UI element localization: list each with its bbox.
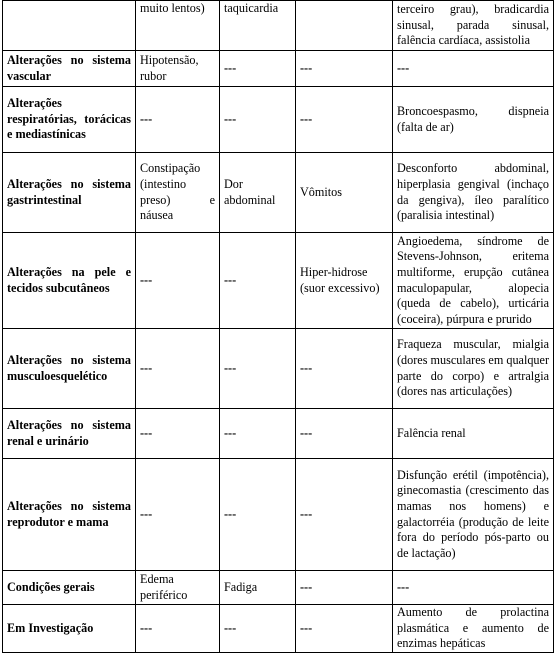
table-cell: --- (296, 409, 393, 459)
table-cell: --- (136, 459, 220, 571)
table-row (3, 459, 554, 571)
table-cell: --- (296, 87, 393, 153)
table-cell: --- (136, 329, 220, 409)
table-cell-reactions: Aumento de prolactina plasmática e aumento de enzimas hepáticas (393, 605, 554, 653)
table-cell: Constipação (intestino preso) e náusea (136, 153, 220, 233)
table-cell-category: Em Investigação (3, 605, 136, 653)
table-cell-reactions: Falência renal (393, 409, 554, 459)
table-cell: Vômitos (296, 153, 393, 233)
table-row (3, 605, 554, 653)
table-row (3, 571, 554, 605)
table-cell: --- (296, 329, 393, 409)
table-cell-reactions: --- (393, 51, 554, 87)
table-cell: --- (136, 605, 220, 653)
table-row (3, 1, 554, 51)
table-cell: --- (136, 409, 220, 459)
table-cell: --- (296, 571, 393, 605)
table-cell-reactions: Broncoespasmo, dispneia (falta de ar) (393, 87, 554, 153)
table-cell-reactions: Fraqueza muscular, mialgia (dores musculares em qualquer parte do corpo) e artralgia (dores nas articulações) (393, 329, 554, 409)
table-cell: Fadiga (220, 571, 296, 605)
table-cell-category (3, 1, 136, 51)
table-cell: --- (136, 233, 220, 329)
table-cell-category: Alterações no sistema renal e urinário (3, 409, 136, 459)
table-cell-category: Alterações no sistema gastrintestinal (3, 153, 136, 233)
table-cell (296, 1, 393, 51)
table-cell: --- (296, 459, 393, 571)
table-cell: --- (220, 233, 296, 329)
table-cell: --- (296, 51, 393, 87)
table-cell: --- (220, 51, 296, 87)
table-cell-category: Alterações no sistema vascular (3, 51, 136, 87)
table-cell: Edema periférico (136, 571, 220, 605)
table-cell: --- (220, 409, 296, 459)
table-cell: --- (220, 459, 296, 571)
table-cell: Hipotensão, rubor (136, 51, 220, 87)
table-cell-reactions: Angioedema, síndrome de Stevens-Johnson, eritema multiforme, erupção cutânea maculopapular, alopecia (queda de cabelo), urticária (coceira), púrpura e prurido (393, 233, 554, 329)
table-cell-category: Alterações no sistema musculoesquelético (3, 329, 136, 409)
table-cell-category: Condições gerais (3, 571, 136, 605)
table-cell-reactions: terceiro grau), bradicardia sinusal, parada sinusal, falência cardíaca, assistolia (393, 1, 554, 51)
table-cell: Hiper-hidrose (suor excessivo) (296, 233, 393, 329)
table-cell: Dor abdominal (220, 153, 296, 233)
table-row (3, 87, 554, 153)
table-row (3, 409, 554, 459)
table-row (3, 329, 554, 409)
table-row (3, 233, 554, 329)
table-cell: --- (220, 87, 296, 153)
table-cell-category: Alterações respiratórias, torácicas e mediastínicas (3, 87, 136, 153)
table-cell: taquicardia (220, 1, 296, 51)
table-cell-category: Alterações na pele e tecidos subcutâneos (3, 233, 136, 329)
table-cell: --- (220, 329, 296, 409)
table-cell: --- (136, 87, 220, 153)
table-cell-reactions: Disfunção erétil (impotência), ginecomastia (crescimento das mamas nos homens) e galactorréia (produção de leite fora do período pós-parto ou de lactação) (393, 459, 554, 571)
table-body (3, 1, 554, 653)
adverse-reactions-table (2, 0, 554, 653)
table-cell: --- (220, 605, 296, 653)
table-cell-category: Alterações no sistema reprodutor e mama (3, 459, 136, 571)
table-row (3, 153, 554, 233)
table-cell: --- (296, 605, 393, 653)
table-cell: muito lentos) (136, 1, 220, 51)
table-cell-reactions: --- (393, 571, 554, 605)
table-row (3, 51, 554, 87)
table-cell-reactions: Desconforto abdominal, hiperplasia gengival (inchaço da gengiva), íleo paralítico (paralisia intestinal) (393, 153, 554, 233)
